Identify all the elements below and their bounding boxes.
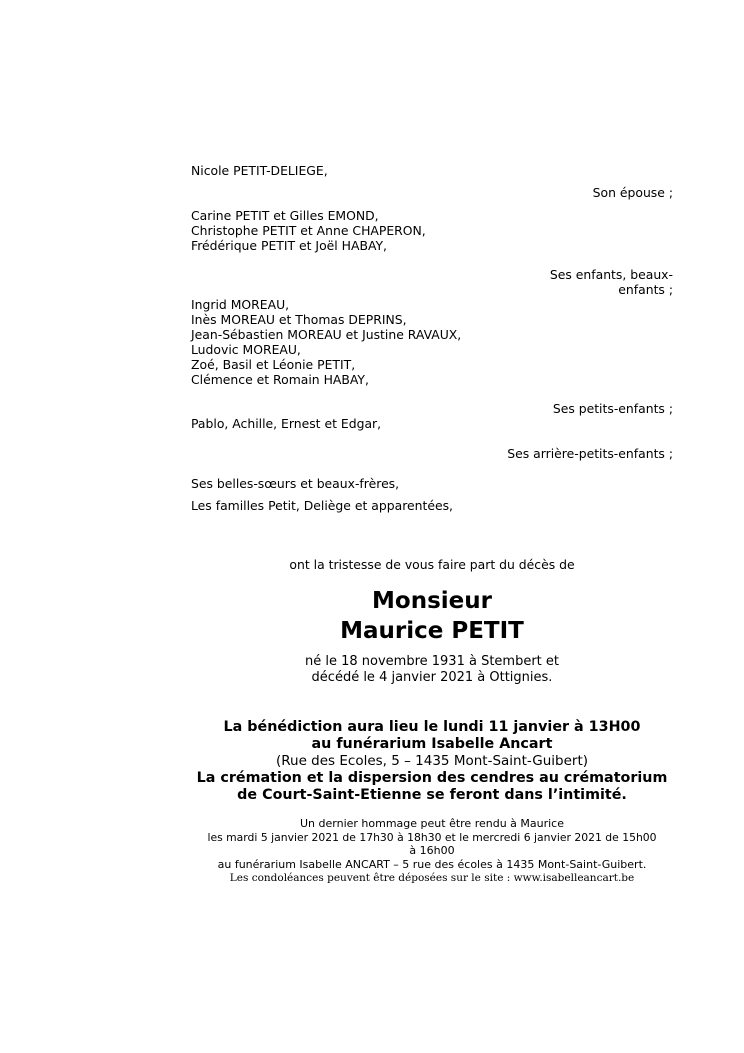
- ceremony-address: (Rue des Ecoles, 5 – 1435 Mont-Saint-Guibert): [275, 753, 589, 769]
- grandchildren-role: Ses petits-enfants ;: [552, 401, 673, 416]
- ceremony-line: La crémation et la dispersion des cendres au crématorium: [196, 770, 668, 786]
- spouse-role: Son épouse ;: [592, 185, 673, 200]
- tribute-line: à 16h00: [409, 844, 455, 857]
- grandchild-line: Zoé, Basil et Léonie PETIT,: [191, 357, 356, 372]
- tribute-line: au funérarium Isabelle ANCART – 5 rue des écoles à 1435 Mont-Saint-Guibert.: [217, 858, 647, 871]
- spouse-name: Nicole PETIT-DELIEGE,: [191, 163, 328, 178]
- grandchild-line: Ludovic MOREAU,: [191, 342, 301, 357]
- grandchild-line: Jean-Sébastien MOREAU et Justine RAVAUX,: [191, 327, 462, 342]
- children-role: Ses enfants, beaux-: [549, 267, 673, 282]
- ceremony-line: au funérarium Isabelle Ancart: [311, 736, 553, 752]
- other-family-line: Ses belles-sœurs et beaux-frères,: [191, 476, 400, 491]
- ceremony-line: La bénédiction aura lieu le lundi 11 janvier à 13H00: [223, 719, 641, 735]
- child-line: Christophe PETIT et Anne CHAPERON,: [191, 223, 426, 238]
- children-role: enfants ;: [618, 282, 673, 297]
- child-line: Frédérique PETIT et Joël HABAY,: [191, 238, 387, 253]
- condolences-line: Les condoléances peuvent être déposées sur le site : www.isabelleancart.be: [229, 872, 635, 884]
- deceased-name: Maurice PETIT: [340, 618, 524, 644]
- birth-info: né le 18 novembre 1931 à Stembert et: [304, 654, 560, 669]
- ceremony-line: de Court-Saint-Etienne se feront dans l’intimité.: [237, 787, 627, 803]
- great-grandchildren-names: Pablo, Achille, Ernest et Edgar,: [191, 416, 382, 431]
- child-line: Carine PETIT et Gilles EMOND,: [191, 208, 379, 223]
- death-info: décédé le 4 janvier 2021 à Ottignies.: [311, 670, 553, 685]
- other-family-line: Les familles Petit, Deliège et apparentées,: [191, 498, 453, 513]
- grandchild-line: Inès MOREAU et Thomas DEPRINS,: [191, 312, 407, 327]
- deceased-title: Monsieur: [372, 588, 492, 614]
- tribute-line: les mardi 5 janvier 2021 de 17h30 à 18h30 et le mercredi 6 janvier 2021 de 15h00: [207, 831, 657, 844]
- tribute-line: Un dernier hommage peut être rendu à Maurice: [300, 817, 564, 830]
- grandchild-line: Clémence et Romain HABAY,: [191, 372, 369, 387]
- great-grandchildren-role: Ses arrière-petits-enfants ;: [507, 446, 673, 461]
- announcement: ont la tristesse de vous faire part du décès de: [289, 557, 575, 572]
- grandchild-line: Ingrid MOREAU,: [191, 297, 290, 312]
